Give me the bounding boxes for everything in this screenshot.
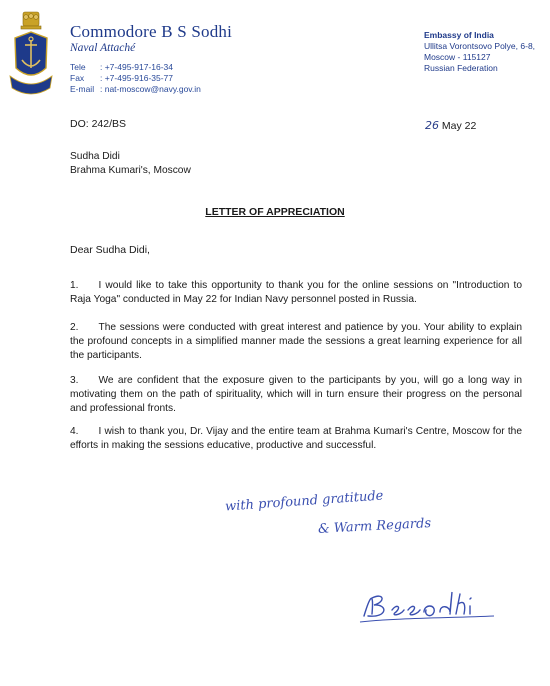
- embassy-line: Ullitsa Vorontsovo Polye, 6-8,: [424, 41, 536, 51]
- closing-line-2: & Warm Regards: [317, 516, 432, 537]
- addressee-org: Brahma Kumari's, Moscow: [70, 165, 191, 176]
- date-day: 26: [425, 119, 439, 132]
- letter-date: [425, 119, 476, 132]
- addressee-name: Sudha Didi: [70, 151, 120, 162]
- salutation: Dear Sudha Didi,: [70, 244, 150, 256]
- signature: [356, 586, 506, 626]
- sender-role: Naval Attaché: [70, 42, 136, 54]
- addressee: [70, 150, 191, 178]
- reference-number: DO: 242/BS: [70, 118, 127, 130]
- contact-phone: Tele : +7-495-917-16-34: [70, 62, 174, 72]
- sender-name: Commodore B S Sodhi: [70, 22, 233, 41]
- embassy-address: [424, 30, 535, 74]
- date-month-year: May 22: [441, 120, 477, 132]
- embassy-line: Russian Federation: [424, 63, 498, 73]
- letter-heading: LETTER OF APPRECIATION: [205, 206, 345, 218]
- embassy-line: Moscow - 115127: [424, 52, 491, 62]
- contact-fax: Fax : +7-495-916-35-77: [70, 73, 174, 84]
- navy-emblem-icon: [6, 8, 56, 108]
- closing-line-1: with profound gratitude: [224, 488, 384, 515]
- paragraph-3: 3. We are confident that the exposure given to the participants by you, will go a long way in motivating them on the path of spirituality, which will in turn ensure their progress on the personal and professional fronts.: [70, 375, 522, 414]
- paragraph-2: 2. The sessions were conducted with great interest and patience by you. Your ability to explain the profound concepts in a simplified manner made the sessions a great learning experience for all the participants.: [70, 322, 522, 361]
- paragraph-4: 4. I wish to thank you, Dr. Vijay and the entire team at Brahma Kumari's Centre, Moscow for the efforts in making the sessions educative, productive and successful.: [70, 426, 522, 451]
- contact-block: [70, 62, 201, 96]
- embassy-title: Embassy of India: [424, 30, 494, 40]
- paragraph-1: 1. I would like to take this opportunity to thank you for the online sessions on "Introduction to Raja Yoga" conducted in May 22 for Indian Navy personnel posted in Russia.: [70, 280, 522, 305]
- contact-email: E-mail : nat-moscow@navy.gov.in: [70, 84, 201, 95]
